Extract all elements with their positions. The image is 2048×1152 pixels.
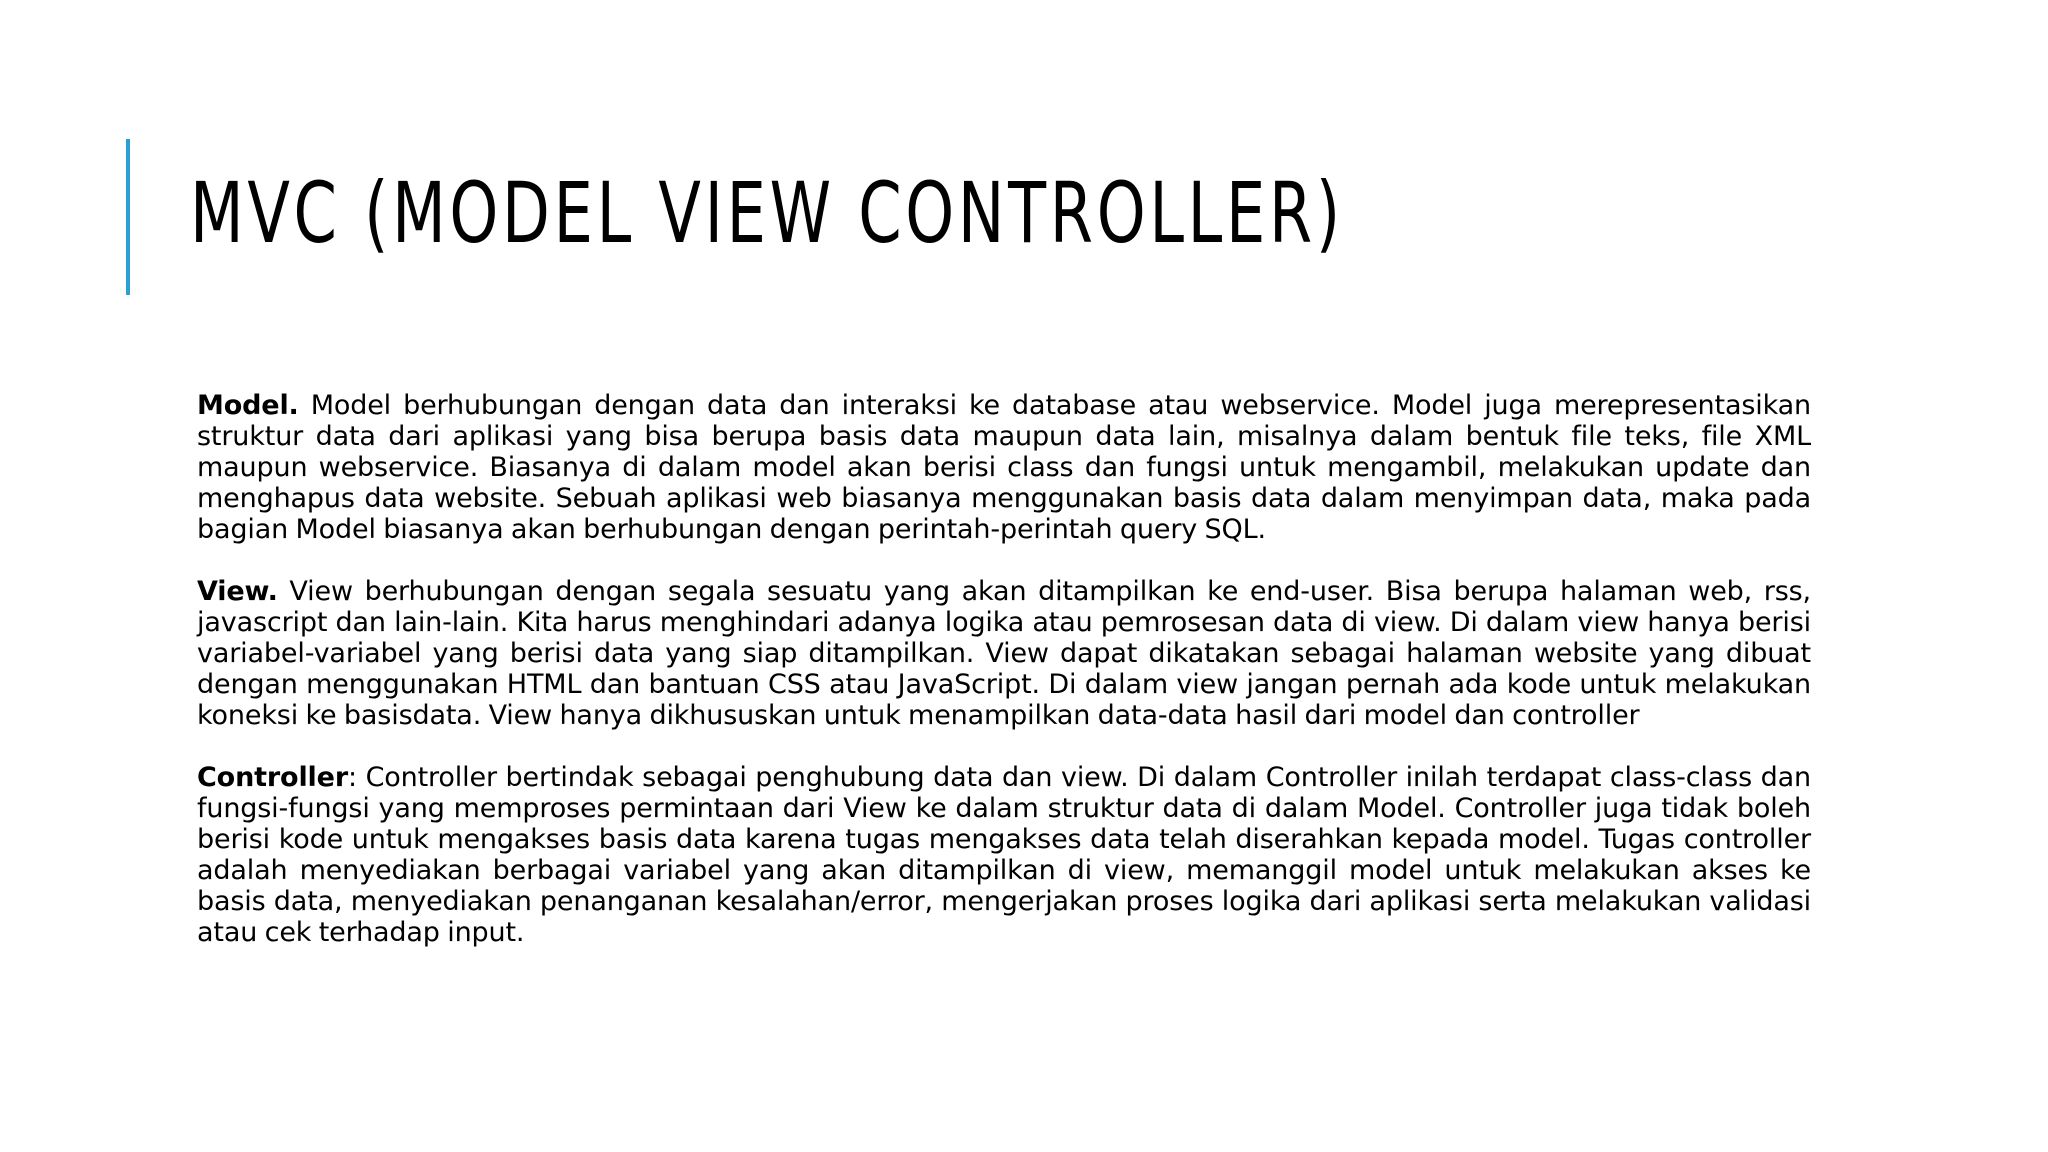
paragraph-model-text: Model berhubungan dengan data dan interaksi ke database atau webservice. Model juga merepresentasikan struktur data dari aplikasi yang bisa berupa basis data maupun data lain, misalnya dalam bentuk file teks, file XML maupun webservice. Biasanya di dalam model akan berisi class dan fungsi untuk mengambil, melakukan update dan menghapus data website. Sebuah aplikasi web biasanya menggunakan basis data dalam menyimpan data, maka pada bagian Model biasanya akan berhubungan dengan perintah-perintah query SQL.	[197, 390, 1811, 545]
slide-body	[197, 390, 1811, 948]
paragraph-view	[197, 576, 1811, 731]
title-accent-bar	[126, 139, 130, 295]
paragraph-model	[197, 390, 1811, 545]
paragraph-view-text: View berhubungan dengan segala sesuatu yang akan ditampilkan ke end-user. Bisa berupa halaman web, rss, javascript dan lain-lain. Kita harus menghindari adanya logika atau pemrosesan data di view. Di dalam view hanya berisi variabel-variabel yang berisi data yang siap ditampilkan. View dapat dikatakan sebagai halaman website yang dibuat dengan menggunakan HTML dan bantuan CSS atau JavaScript. Di dalam view jangan pernah ada kode untuk melakukan koneksi ke basisdata. View hanya dikhususkan untuk menampilkan data-data hasil dari model dan controller	[197, 576, 1811, 731]
paragraph-controller-text: : Controller bertindak sebagai penghubung data dan view. Di dalam Controller inilah terdapat class-class dan fungsi-fungsi yang memproses permintaan dari View ke dalam struktur data di dalam Model. Controller juga tidak boleh berisi kode untuk mengakses basis data karena tugas mengakses data telah diserahkan kepada model. Tugas controller adalah menyediakan berbagai variabel yang akan ditampilkan di view, memanggil model untuk melakukan akses ke basis data, menyediakan penanganan kesalahan/error, mengerjakan proses logika dari aplikasi serta melakukan validasi atau cek terhadap input.	[197, 762, 1811, 948]
term-view: View.	[197, 576, 278, 607]
term-controller: Controller	[197, 762, 348, 793]
paragraph-controller	[197, 762, 1811, 948]
term-model: Model.	[197, 390, 299, 421]
slide-title: MVC (MODEL VIEW CONTROLLER)	[190, 164, 1344, 262]
